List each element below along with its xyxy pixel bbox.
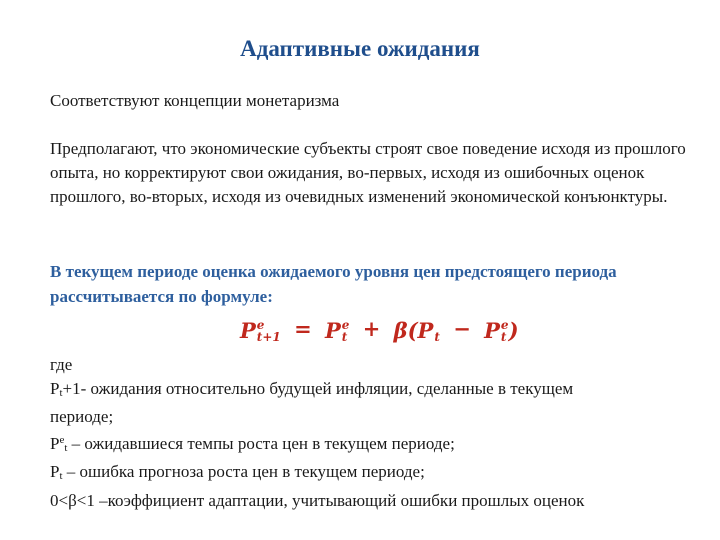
definition-1-continued: периоде;	[50, 407, 114, 426]
def2-symbol: P	[50, 433, 60, 453]
formula-term2-symbol: P	[417, 318, 434, 343]
def3-text: – ошибка прогноза роста цен в текущем периоде;	[62, 462, 425, 481]
formula-beta: β	[393, 318, 408, 343]
def1-symbol: P	[50, 378, 60, 398]
definitions-block	[50, 353, 700, 512]
formula-term2-sub: t	[434, 329, 440, 344]
def2-sup: e	[59, 433, 65, 446]
formula-lhs-scripts	[257, 319, 281, 343]
definition-1	[50, 377, 700, 406]
formula-equals: =	[294, 316, 312, 341]
definition-4: 0<β<1 –коэффициент адаптации, учитывающий ошибки прошлых оценок	[50, 490, 585, 510]
definition-2	[50, 429, 700, 461]
slide-title: Адаптивные ожидания	[240, 36, 480, 61]
formula-term3-sub: t	[500, 329, 507, 344]
adaptive-expectations-formula	[240, 316, 519, 343]
formula-term1-sub: t	[341, 329, 348, 344]
formula-term1-sup: e	[341, 317, 350, 332]
description-paragraph: Предполагают, что экономические субъекты строят свое поведение исходя из прошлого опыта, но корректируют свои ожидания, во-первых, исходя из ошибочных оценок прошлого, во-вторых, исходя из очевидных изменений экономической конъюнктуры.	[50, 139, 686, 206]
formula-plus: +	[362, 316, 381, 341]
formula-term1-scripts	[342, 319, 350, 343]
definition-3	[50, 460, 700, 489]
def2-text: – ожидавшиеся темпы роста цен в текущем периоде;	[67, 433, 455, 453]
formula-intro: В текущем периоде оценка ожидаемого уровня цен предстоящего периода рассчитывается по формуле:	[50, 262, 617, 306]
formula-close-paren: )	[508, 318, 519, 343]
def2-sub: t	[64, 441, 68, 454]
def1-sub: t	[59, 386, 63, 399]
def3-symbol: P	[50, 462, 60, 481]
formula-term1-symbol: P	[324, 318, 341, 343]
formula-term3-symbol: P	[484, 318, 500, 343]
formula-lhs-sup: e	[256, 317, 265, 332]
formula-minus: −	[453, 316, 471, 341]
def3-sub: t	[59, 470, 63, 482]
formula-term2-scripts	[434, 319, 440, 343]
formula-term3-scripts	[501, 319, 509, 343]
formula-term3-sup: e	[500, 317, 509, 332]
formula-open-paren: (	[407, 318, 418, 343]
monetarism-statement: Соответствуют концепции монетаризма	[50, 91, 340, 110]
formula-lhs-symbol: P	[240, 318, 256, 343]
formula-lhs-sub: t+1	[256, 329, 281, 344]
where-label: где	[50, 355, 73, 374]
def1-text: +1- ожидания относительно будущей инфляции, сделанные в текущем	[62, 378, 574, 398]
